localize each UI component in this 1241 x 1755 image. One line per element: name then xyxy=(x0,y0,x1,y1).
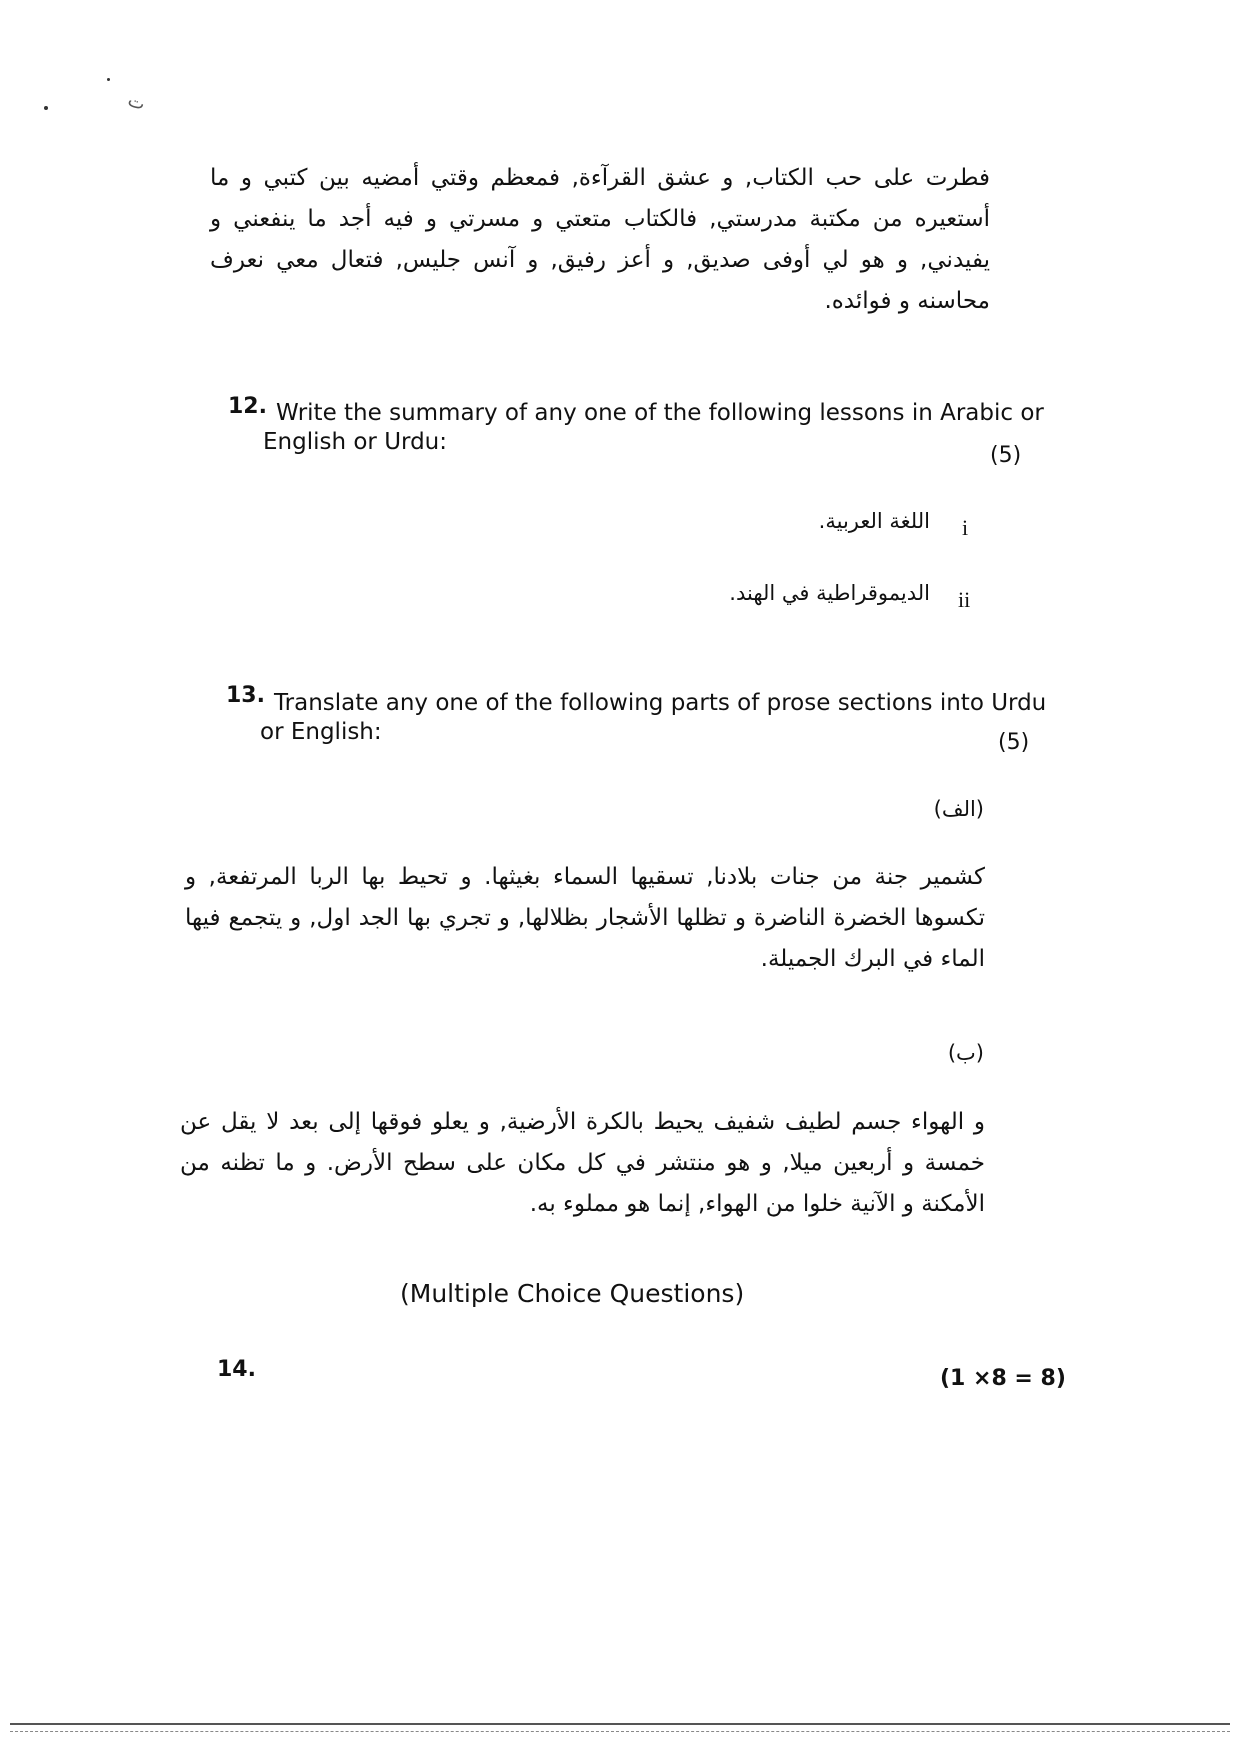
question-marks: (5) xyxy=(990,443,1022,468)
part-a-label: (الف) xyxy=(933,797,984,821)
question-text-line-2: English or Urdu: xyxy=(263,429,448,455)
part-b-passage: و الهواء جسم لطيف شفيف يحيط بالكرة الأرضية, و يعلو فوقها إلى بعد لا يقل عن خمسة و أربعين ميلا, و هو منتشر في كل مكان على سطح الأرض. و ما تظنه من الأمكنة و الآنية خلوا من الهواء, إنما هو مملوء به. xyxy=(180,1109,985,1217)
option-label: i xyxy=(962,515,969,540)
intro-passage: فطرت على حب الكتاب, و عشق القرآءة, فمعظم وقتي أمضيه بين كتبي و ما أستعيره من مكتبة مدرستي, فالكتاب متعتي و مسرتي و فيه أجد ما ينفعني و يفيدني, و هو لي أوفى صديق, و أعز رفيق, و آنس جليس, فتعال معي نعرف محاسنه و فوائده. xyxy=(210,165,990,314)
question-number-14: 14. xyxy=(217,1357,256,1382)
option-text: اللغة العربية. xyxy=(818,509,930,533)
part-a-passage: كشمير جنة من جنات بلادنا, تسقيها السماء بغيثها. و تحيط بها الربا المرتفعة, و تكسوها الخضرة الناضرة و تظلها الأشجار بظلالها, و تجري بها الجد اول, و يتجمع فيها الماء في البرك الجميلة. xyxy=(185,864,985,972)
bottom-rule-faint xyxy=(10,1731,1230,1732)
mcq-heading: (Multiple Choice Questions) xyxy=(400,1279,745,1308)
question-marks: (5) xyxy=(998,730,1030,755)
bottom-rule xyxy=(10,1723,1230,1725)
question-number: 13. xyxy=(226,683,265,708)
scan-speck xyxy=(107,78,110,81)
option-label: ii xyxy=(958,587,971,612)
question-text-line-2: or English: xyxy=(260,719,382,745)
question-text-line-1: Translate any one of the following parts of prose sections into Urdu xyxy=(274,690,1047,716)
question-text-line-1: Write the summary of any one of the following lessons in Arabic or xyxy=(276,400,1044,426)
option-text: الديموقراطية في الهند. xyxy=(729,581,930,605)
part-b-label: (ب) xyxy=(947,1041,984,1065)
question-number: 12. xyxy=(228,394,267,419)
mcq-marks: (1 ×8 = 8) xyxy=(940,1366,1066,1391)
corner-mark: ت xyxy=(125,89,149,115)
scan-speck xyxy=(44,106,48,110)
